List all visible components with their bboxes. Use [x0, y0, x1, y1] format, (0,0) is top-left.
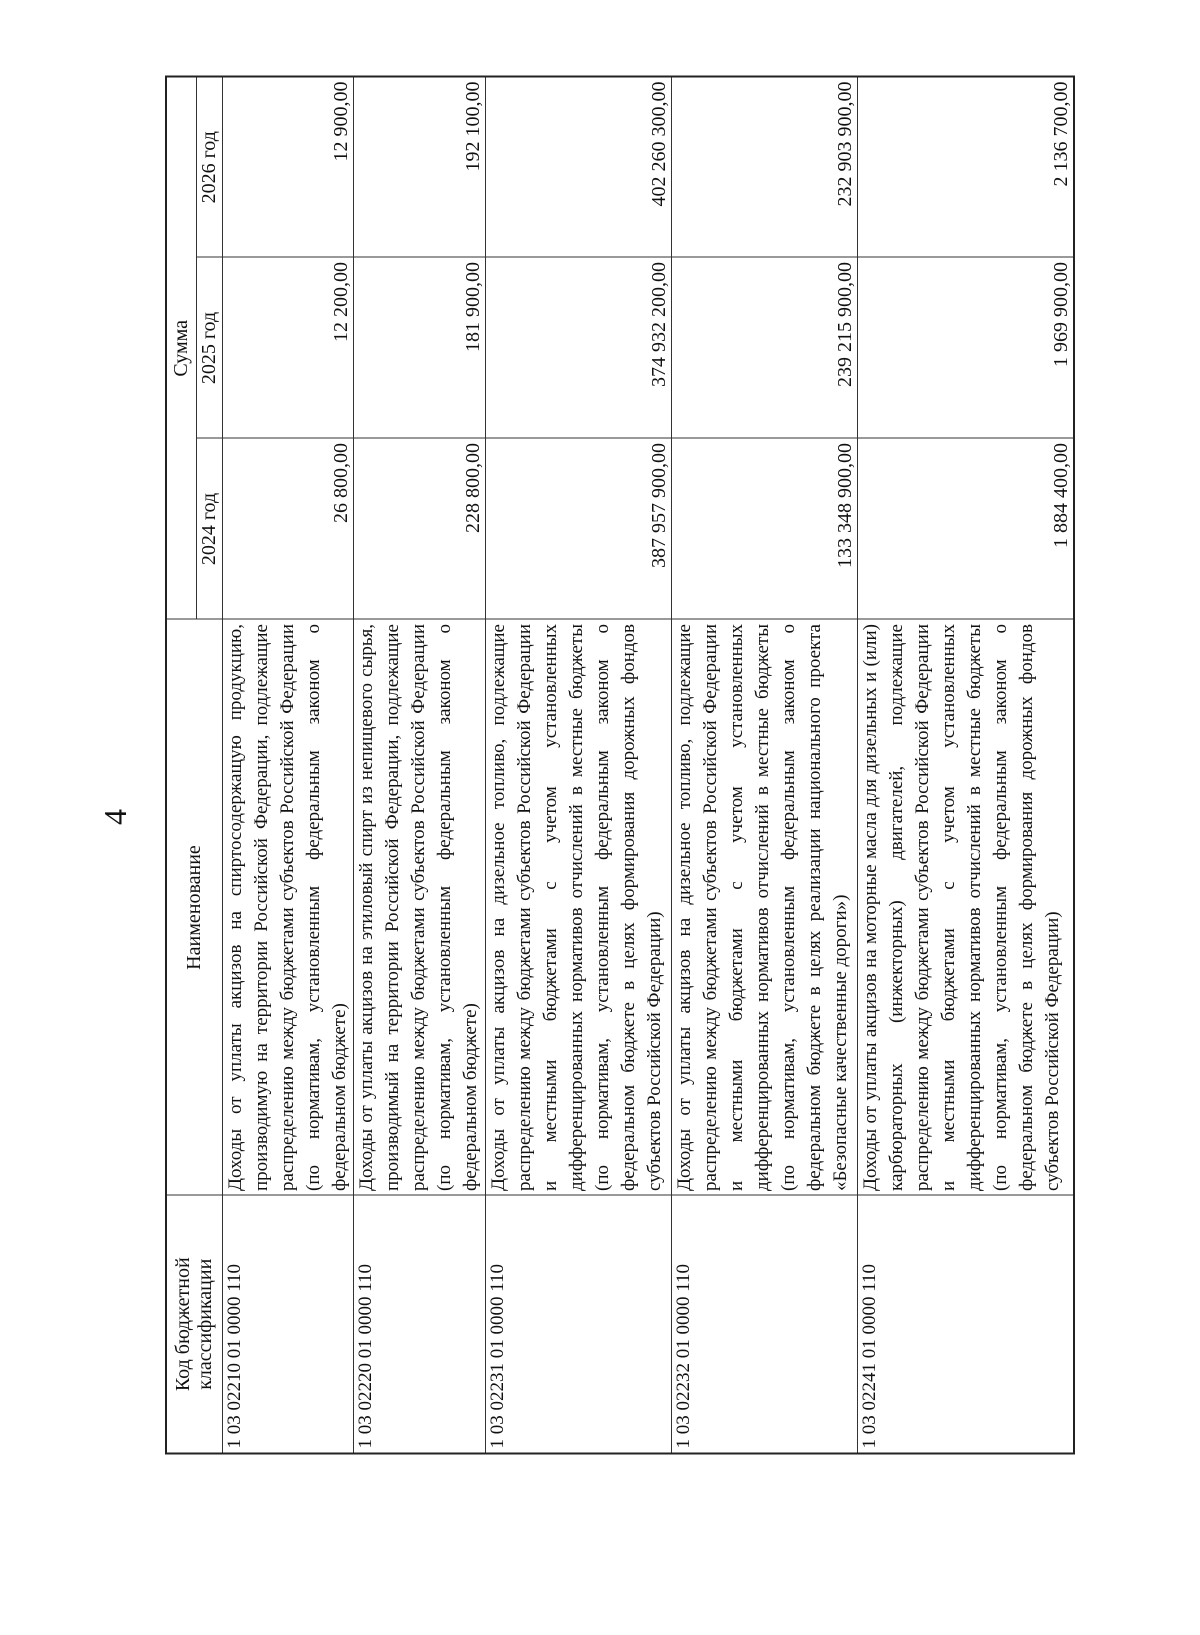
row-amount-2024: 133 348 900,00: [671, 439, 857, 620]
row-amount-2024: 387 957 900,00: [485, 439, 671, 620]
row-amount-2025: 1 969 900,00: [858, 258, 1074, 439]
row-amount-2024: 1 884 400,00: [858, 439, 1074, 620]
table-row: [858, 77, 1074, 1454]
row-amount-2025: 374 932 200,00: [485, 258, 671, 439]
row-code: 1 03 02210 01 0000 110: [222, 1196, 353, 1454]
row-amount-2024: 228 800,00: [353, 439, 485, 620]
table-row: [222, 77, 353, 1454]
row-name: Доходы от уплаты акцизов на этиловый спирт из непищевого сырья, производимый на территории Российской Федерации, подлежащие распределению между бюджетами субъектов Российской Федерации (по нормативам, установленным федеральным законом о федеральном бюджете): [353, 620, 485, 1196]
table-row: [671, 77, 857, 1454]
row-name: Доходы от уплаты акцизов на дизельное топливо, подлежащие распределению между бюджетами субъектов Российской Федерации и местными бюджетами с учетом установленных дифференцированных нормативов отчислений в местные бюджеты (по нормативам, установленным федеральным законом о федеральном бюджете в целях формирования дорожных фондов субъектов Российской Федерации): [485, 620, 671, 1196]
row-amount-2026: 2 136 700,00: [858, 77, 1074, 258]
header-sum: Сумма: [166, 77, 196, 620]
header-code: Код бюджетной классификации: [166, 1196, 222, 1454]
rotated-sheet: [165, 78, 1075, 1455]
row-name: Доходы от уплаты акцизов на спиртосодержащую продукцию, производимую на территории Российской Федерации, подлежащие распределению между бюджетами субъектов Российской Федерации (по нормативам, установленным федеральным законом о федеральном бюджете): [222, 620, 353, 1196]
budget-revenue-table: [165, 76, 1075, 1455]
row-code: 1 03 02241 01 0000 110: [858, 1196, 1074, 1454]
header-name: Наименование: [166, 620, 222, 1196]
row-code: 1 03 02220 01 0000 110: [353, 1196, 485, 1454]
page-number: 4: [97, 809, 133, 825]
row-amount-2024: 26 800,00: [222, 439, 353, 620]
row-name: Доходы от уплаты акцизов на моторные масла для дизельных и (или) карбюраторных (инжекторных) двигателей, подлежащие распределению между бюджетами субъектов Российской Федерации и местными бюджетами с учетом установленных дифференцированных нормативов отчислений в местные бюджеты (по нормативам, установленным федеральным законом о федеральном бюджете в целях формирования дорожных фондов субъектов Российской Федерации): [858, 620, 1074, 1196]
row-amount-2025: 12 200,00: [222, 258, 353, 439]
header-year-2024: 2024 год: [196, 439, 222, 620]
row-amount-2026: 232 903 900,00: [671, 77, 857, 258]
row-amount-2026: 402 260 300,00: [485, 77, 671, 258]
row-amount-2026: 12 900,00: [222, 77, 353, 258]
row-name: Доходы от уплаты акцизов на дизельное топливо, подлежащие распределению между бюджетами субъектов Российской Федерации и местными бюджетами с учетом установленных дифференцированных нормативов отчислений в местные бюджеты (по нормативам, установленным федеральным законом о федеральном бюджете в целях реализации национального проекта «Безопасные качественные дороги»): [671, 620, 857, 1196]
header-year-2025: 2025 год: [196, 258, 222, 439]
row-amount-2025: 181 900,00: [353, 258, 485, 439]
row-amount-2025: 239 215 900,00: [671, 258, 857, 439]
row-code: 1 03 02232 01 0000 110: [671, 1196, 857, 1454]
row-code: 1 03 02231 01 0000 110: [485, 1196, 671, 1454]
row-amount-2026: 192 100,00: [353, 77, 485, 258]
table-row: [485, 77, 671, 1454]
table-row: [353, 77, 485, 1454]
header-year-2026: 2026 год: [196, 77, 222, 258]
